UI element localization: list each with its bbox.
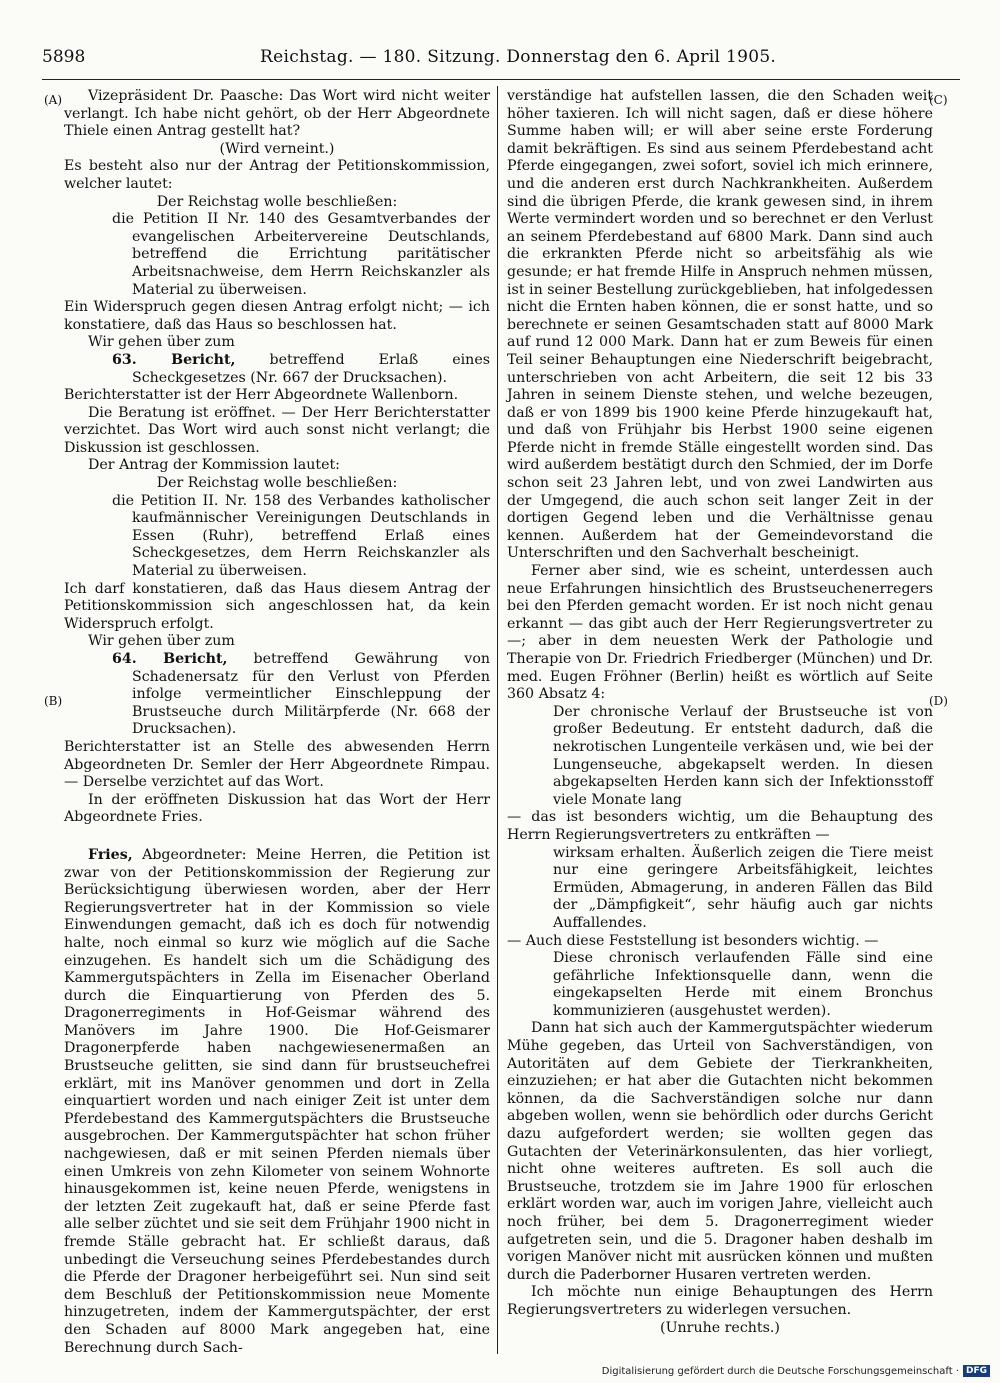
paragraph: Dann hat sich auch der Kammergutspächter wiederum Mühe gegeben, das Urteil von Sachverständigen, von Autoritäten auf dem Gebiete der Tierkrankheiten, einzuziehen; er hat aber die Gutachten nicht bekommen können, da die Sachverständigen solche nur dann abgeben wollen, wenn sie behördlich oder durchs Gericht dazu aufgefordert werden; sie wollten gegen das Gutachten der Veterinärkonsulenten, das hier vorliegt, nicht ohne weiteres auftreten. Es soll auch die Brustseuche, trotzdem sie im Jahre 1900 für erloschen erklärt worden war, auch im vorigen Jahre, vielleicht auch noch früher, bei dem 5. Dragonerregiment wieder aufgetreten sein, und die 5. Dragoner haben deshalb im vorigen Manöver nicht mit ausrücken können und mußten durch die Paderborner Husaren vertreten werden. — [507, 1020, 933, 1283]
paragraph: Der Antrag der Kommission lautet: — [88, 457, 340, 474]
right-column — [507, 88, 933, 1337]
paragraph: Wir gehen über zum — [88, 334, 235, 351]
left-column — [64, 88, 490, 1357]
quotation: Diese chronisch verlaufenden Fälle sind eine gefährliche Infektionsquelle dann, wenn die eingekapselten Herde mit einem Bronchus kommunizieren (ausgehustet werden). — [553, 950, 933, 1019]
agenda-item-64 — [64, 651, 490, 739]
motion-text: die Petition II. Nr. 158 des Verbandes katholischer kaufmännischer Vereinigungen Deutschlands in Essen (Ruhr), betreffend Erlaß eines Scheckgesetzes, dem Herrn Reichskanzler als Material zu überweisen. — [112, 492, 490, 580]
paragraph: Die Beratung ist eröffnet. — Der Herr Berichterstatter verzichtet. Das Wort wird auch sonst nicht verlangt; die Diskussion ist geschlossen. — [64, 404, 490, 456]
spacer — [64, 827, 490, 847]
column-divider — [497, 86, 498, 1354]
running-title: Reichstag. — 180. Sitzung. Donnerstag den 6. April 1905. — [260, 47, 777, 67]
paragraph: Berichterstatter ist der Herr Abgeordnete Wallenborn. — [64, 387, 459, 404]
motion-heading: Der Reichstag wolle beschließen: — [156, 193, 398, 210]
paragraph: Berichterstatter ist an Stelle des abwesenden Herrn Abgeordneten Dr. Semler der Herr Abgeordnete Rimpau. — Derselbe verzichtet auf das Wort. — [64, 738, 490, 791]
digitization-credit — [602, 1365, 990, 1377]
margin-mark-c: (C) — [929, 93, 948, 107]
quotation: wirksam erhalten. Äußerlich zeigen die Tiere meist nur eine geringere Arbeitsfähigkeit, leichtes Ermüden, Abmagerung, in anderen Fällen das Bild der „Dämpfigkeit“, sehr häufig auch gar nichts Auffallendes. — [553, 844, 933, 931]
report-number: 64. Bericht, — [112, 651, 228, 667]
report-title: betreffend Gewährung von Schadenersatz für den Verlust von Pferden infolge vermeintlicher Einschleppung der Brustseuche durch Militärpferde (Nr. 668 der Drucksachen). — [132, 651, 491, 738]
margin-mark-b: (B) — [44, 694, 63, 708]
motion-heading: Der Reichstag wolle beschließen: — [156, 475, 398, 492]
paragraph: Es besteht also nur der Antrag der Petitionskommission, welcher lautet: — [64, 158, 490, 192]
speech — [64, 847, 490, 1357]
dfg-logo: DFG — [963, 1365, 990, 1377]
agenda-item-63 — [64, 352, 490, 387]
quotation: Der chronische Verlauf der Brustseuche ist von großer Bedeutung. Er entsteht dadurch, daß die nekrotischen Lungenteile verkäsen und, wie bei der Lungenseuche, abgekapselt werden. In diesen abgekapselten Herden kann sich der Infektionsstoff viele Monate lang — [553, 703, 933, 808]
margin-mark-d: (D) — [929, 694, 948, 708]
speaker-name: Fries, — [88, 846, 133, 863]
paragraph: Ich darf konstatieren, daß das Haus diesem Antrag der Petitionskommission sich angeschlossen hat, da kein Widerspruch erfolgt. — [64, 580, 490, 632]
interjection: (Unruhe rechts.) — [660, 1319, 780, 1336]
paragraph: Ein Widerspruch gegen diesen Antrag erfolgt nicht; — ich konstatiere, daß das Haus so beschlossen hat. — [64, 299, 490, 333]
interjection: (Wird verneint.) — [219, 140, 335, 157]
margin-mark-a: (A) — [44, 93, 63, 107]
report-title: betreffend Erlaß eines Scheckgesetzes (Nr. 667 der Drucksachen). — [132, 351, 490, 386]
paragraph: Vizepräsident Dr. Paasche: Das Wort wird nicht weiter verlangt. Ich habe nicht gehört, ob der Herr Abgeordnete Thiele einen Antrag gestellt hat? — [64, 88, 490, 140]
motion-text: die Petition II Nr. 140 des Gesamtverbandes der evangelischen Arbeitervereine Deutschlands, betreffend die Errichtung paritätischer Arbeitsnachweise, dem Herrn Reichskanzler als Material zu überweisen. — [112, 211, 490, 298]
paragraph: In der eröffneten Diskussion hat das Wort der Herr Abgeordnete Fries. — [64, 791, 490, 826]
credit-text: Digitalisierung gefördert durch die Deutsche Forschungsgemeinschaft · — [601, 1365, 959, 1377]
paragraph: verständige hat aufstellen lassen, die den Schaden weit höher taxieren. Ich will nicht sagen, daß er diese höhere Summe haben will; er will aber seine erste Forderung damit bekräftigen. Es sind aus seinem Pferdebestand acht Pferde eingegangen, zwei sofort, soviel ich mich erinnere, und die anderen erst durch Nachkrankheiten. Außerdem sind die übrigen Pferde, die krank gewesen sind, in ihrem Werte vermindert worden und so berechnet er den Verlust an seinem Pferdebestand auf 6800 Mark. Dann sind auch die erkrankten Pferde nicht so arbeitsfähig als wie gesunde; er hat fremde Hilfe in Anspruch nehmen müssen, ist in seiner Bestellung zurückgeblieben, hat infolgedessen nicht die Ernten haben können, die er sonst hatte, und so berechnete er seinen Gesamtschaden statt auf 8000 Mark auf rund 12 000 Mark. Dann hat er zum Beweis für einen Teil seiner Behauptungen eine Niederschrift beigebracht, unterschrieben von acht Arbeitern, die seit 12 bis 33 Jahren in seinem Dienste stehen, und welche bezeugen, daß er von 1899 bis 1900 keine Pferde hinzugekauft hat, und daß von Frühjahr bis Herbst 1900 seine eigenen Pferde nicht in fremde Ställe eingestellt worden sind. Das wird außerdem bestätigt durch den Schmied, der im Dorfe schon seit 23 Jahren lebt, und von zwei Landwirten aus der Umgegend, die auch schon seit langer Zeit in der dortigen Gegend leben und die Verhältnisse genau kennen. Außerdem hat der Gemeindevorstand die Unterschriften und den Sachverhalt bescheinigt. — [507, 88, 933, 562]
page-number: 5898 — [42, 47, 86, 67]
paragraph: Ich möchte nun einige Behauptungen des Herrn Regierungsvertreters zu widerlegen versuchen. — [507, 1284, 933, 1318]
header-rule — [42, 79, 960, 80]
report-number: 63. Bericht, — [112, 351, 236, 368]
paragraph: Ferner aber sind, wie es scheint, unterdessen auch neue Erfahrungen hinsichtlich des Brustseuchenerregers bei den Pferden gemacht worden. Er ist noch nicht genau erkannt — das gibt auch der Herr Regierungsvertreter zu —; aber in dem neuesten Werk der Pathologie und Therapie von Dr. Friedrich Friedberger (München) und Dr. med. Eugen Fröhner (Berlin) heißt es wörtlich auf Seite 360 Absatz 4: — [507, 563, 933, 703]
paragraph: — Auch diese Feststellung ist besonders wichtig. — — [507, 932, 879, 949]
running-header — [42, 44, 960, 70]
paragraph: Wir gehen über zum — [88, 633, 235, 650]
paragraph: — das ist besonders wichtig, um die Behauptung des Herrn Regierungsvertreters zu entkräften — — [507, 809, 933, 843]
speech-text: Abgeordneter: Meine Herren, die Petition ist zwar von der Petitionskommission der Regierung zur Berücksichtigung überwiesen worden, aber der Herr Regierungsvertreter hat in der Kommission so viele Einwendungen gemacht, daß ich es doch für notwendig halte, noch einmal so kurz wie möglich auf die Sache einzugehen. Es handelt sich um die Schädigung des Kammergutspächters in Zella im Eisenacher Oberland durch die Einquartierung von Pferden des 5. Dragonerregiments in Hof-Geismar während des Manövers im Jahre 1900. Die Hof-Geismarer Dragonerpferde haben nachgewiesenermaßen an Brustseuche gelitten, sie sind dann für brustseuchefrei erklärt, mit ins Manöver genommen und dort in Zella einquartiert worden und nach einiger Zeit ist unter dem Pferdebestand des Kammergutspächters die Brustseuche ausgebrochen. Der Kammergutspächter hat schon früher nachgewiesen, daß er mit seinen Pferden niemals über einen Umkreis von zehn Kilometer von seinem Wohnorte hinausgekommen ist, keine neuen Pferde, wenigstens in der letzten Zeit zugekauft hat, daß er seine Pferde fast alle selber züchtet und sie seit dem Frühjahr 1900 nicht in fremde Ställe gebracht hat. Er schließt daraus, daß unbedingt die Verseuchung seines Pferdebestandes durch die Pferde der Dragoner herbeigeführt sei. Nun sind seit dem Beschluß der Petitionskommission neue Momente hinzugetreten, indem der Kammergutspächter, der erst den Schaden auf 8000 Mark angegeben hat, eine Berechnung durch Sach- — [64, 846, 490, 1356]
